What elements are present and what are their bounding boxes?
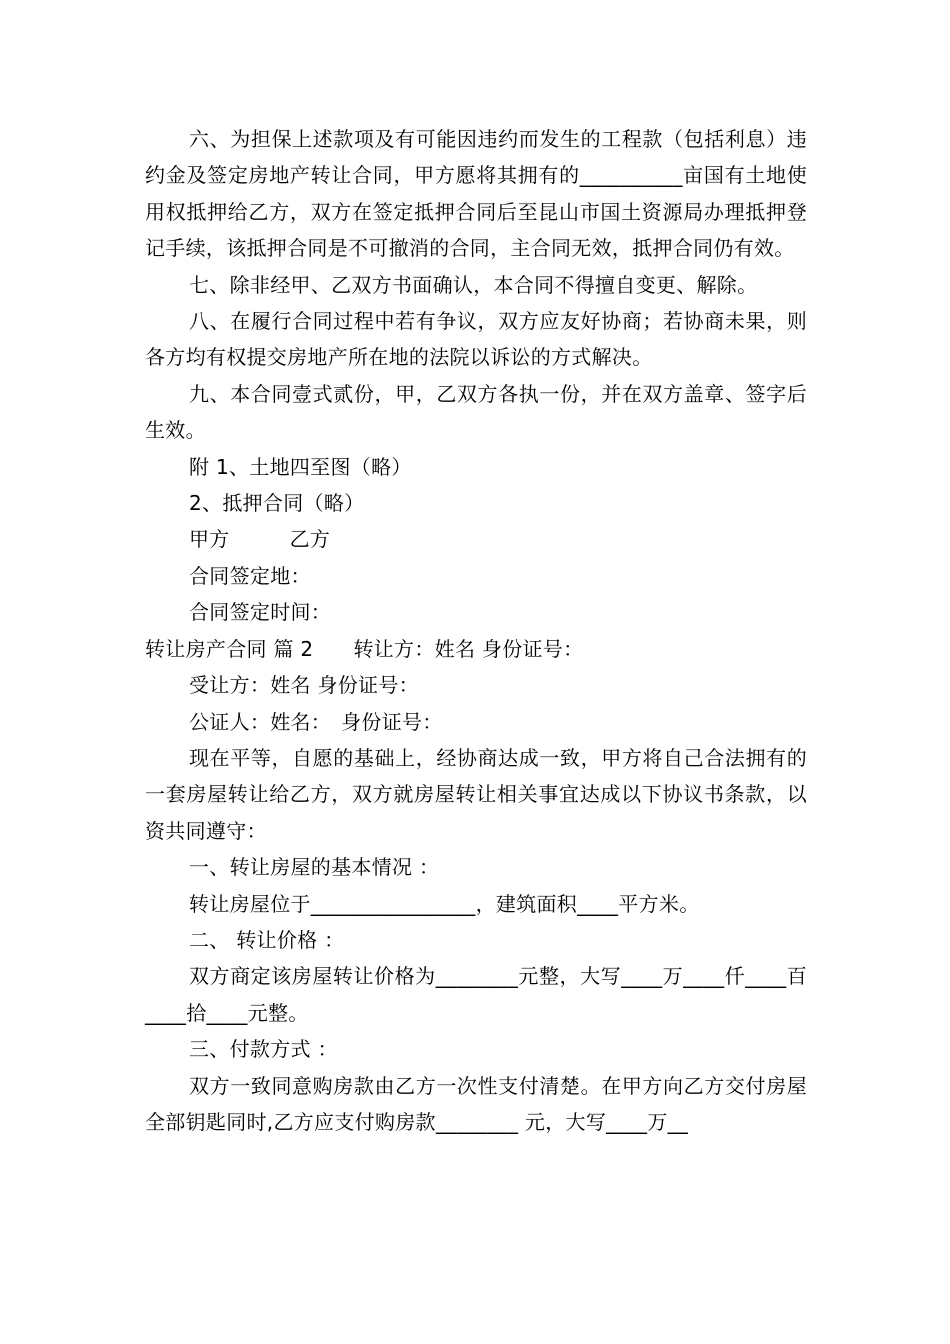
notary-id-label: 身份证号：	[341, 709, 443, 734]
notary-line	[145, 704, 807, 740]
section-two-header-line	[145, 631, 807, 667]
basic-info-body: 转让房屋位于________________，建筑面积____平方米。	[189, 891, 700, 916]
transferor-line: 转让方：姓名 身份证号：	[353, 636, 584, 661]
clause-eight: 八、在履行合同过程中若有争议，双方应友好协商；若协商未果，则各方均有权提交房地产所在地的法院以诉讼的方式解决。	[145, 309, 807, 370]
heading-price: 二、 转让价格 ：	[189, 927, 345, 952]
document-body	[145, 121, 807, 1140]
party-a-label: 甲方	[189, 527, 230, 552]
clause-nine: 九、本合同壹式贰份，甲，乙双方各执一份，并在双方盖章、签字后生效。	[145, 381, 807, 443]
section-two-title: 转让房产合同 篇 2	[145, 636, 314, 661]
signature-parties	[145, 521, 807, 557]
attachment-one: 附 1、土地四至图（略）	[189, 454, 412, 479]
party-b-label: 乙方	[289, 527, 331, 552]
attachment-two: 2、抵押合同（略）	[189, 491, 365, 516]
payment-body: 双方一致同意购房款由乙方一次性支付清楚。在甲方向乙方交付房屋全部钥匙同时,乙方应支付购房款________ 元，大写____万__	[145, 1073, 807, 1134]
clause-six: 六、为担保上述款项及有可能因违约而发生的工程款（包括利息）违约金及签定房地产转让合同，甲方愿将其拥有的__________亩国有土地使用权抵押给乙方，双方在签定抵押合同后至昆山市国土资源局办理抵押登记手续，该抵押合同是不可撤消的合同，主合同无效，抵押合同仍有效。	[145, 127, 807, 261]
signing-place: 合同签定地：	[189, 563, 311, 588]
clause-seven: 七、除非经甲、乙双方书面确认，本合同不得擅自变更、解除。	[189, 272, 758, 297]
transferee-line: 受让方：姓名 身份证号：	[189, 673, 419, 698]
heading-basic-info: 一、转让房屋的基本情况 ：	[189, 855, 440, 880]
agreement-intro: 现在平等，自愿的基础上，经协商达成一致，甲方将自己合法拥有的一套房屋转让给乙方，双方就房屋转让相关事宜达成以下协议书条款，以资共同遵守：	[145, 745, 807, 843]
notary-name-label: 公证人：姓名：	[189, 709, 332, 734]
heading-payment: 三、付款方式 ：	[189, 1037, 338, 1062]
signing-time: 合同签定时间：	[189, 600, 332, 625]
price-body: 双方商定该房屋转让价格为________元整，大写____万____仟____百____拾____元整。	[145, 964, 807, 1025]
